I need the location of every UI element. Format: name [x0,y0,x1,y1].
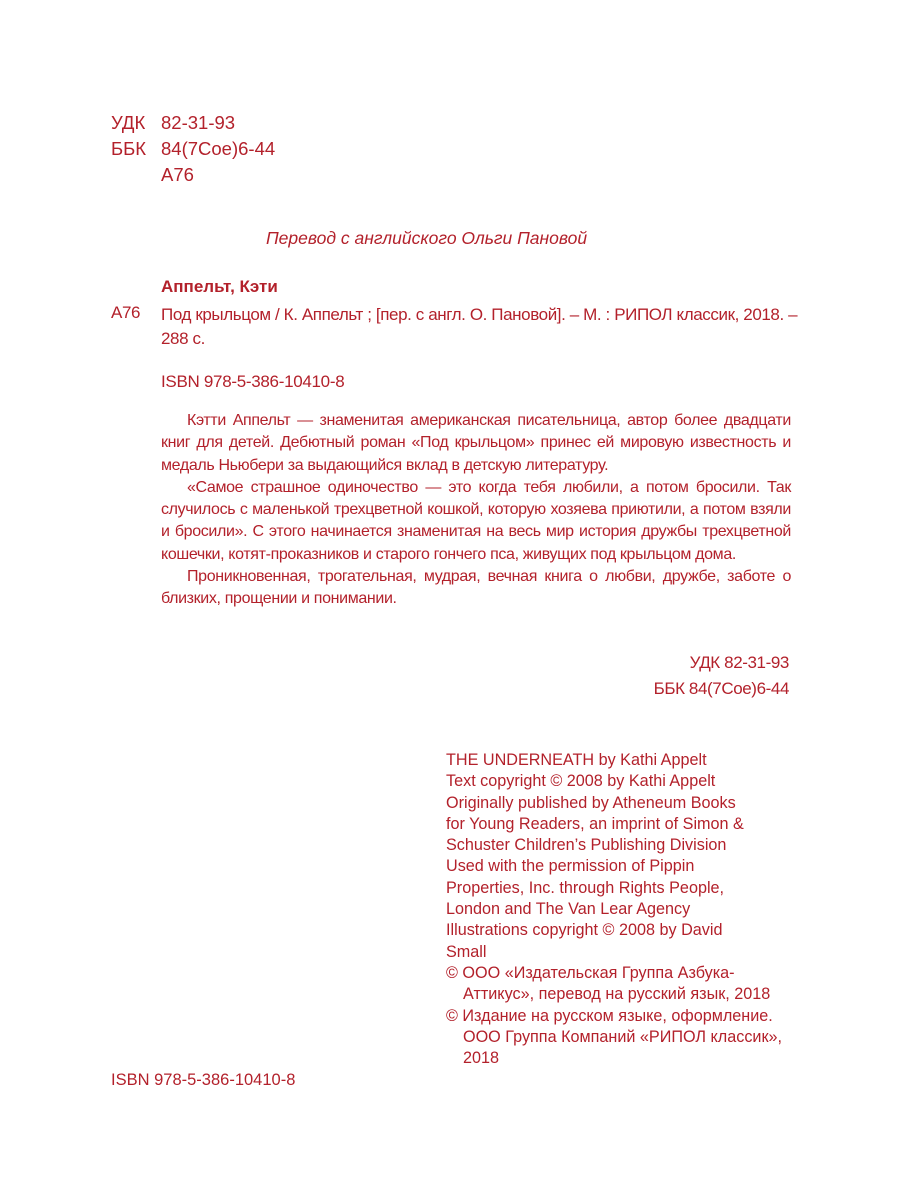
bbk-value: 84(7Сое)6-44 [161,138,276,159]
copyright-notice-edition: © Издание на русском языке, оформление. ООО Группа Компаний «РИПОЛ классик», 2018 [446,1006,783,1068]
copyright-line: Text copyright © 2008 by Kathi Appelt [446,772,716,791]
bbk-row [111,136,275,162]
copyright-line: Properties, Inc. through Rights People, [446,878,725,897]
footer-udk: УДК 82-31-93 [689,653,789,672]
copyright-notice-translation: © ООО «Издательская Группа Азбука-Аттикус», перевод на русский язык, 2018 [446,963,771,1004]
copyright-line: Originally published by Atheneum Books [446,793,736,812]
annotation-paragraph: Кэтти Аппельт — знаменитая американская писательница, автор более двадцати книг для детей. Дебютный роман «Под крыльцом» принес ей мировую известность и медаль Ньюбери за выдающийся вклад в детскую литературу. [161,412,791,474]
annotation [161,410,791,611]
annotation-paragraph: «Самое страшное одиночество — это когда тебя любили, а потом бросили. Так случилось с маленькой трехцветной кошкой, которую хозяева приютили, а потом взяли и бросили». С этого начинается знаменитая на весь мир история дружбы трехцветной кошечки, котят-проказников и старого гончего пса, живущих под крыльцом дома. [161,478,791,563]
catalog-isbn: ISBN 978-5-386-10410-8 [161,372,345,391]
footer-classification-codes [654,650,789,702]
isbn-bottom: ISBN 978-5-386-10410-8 [111,1071,296,1089]
copyright-line: for Young Readers, an imprint of Simon & [446,814,744,833]
copyright-line: THE UNDERNEATH by Kathi Appelt [446,751,707,769]
copyright-line: Schuster Children’s Publishing Division [446,836,727,855]
catalog-description: Под крыльцом / К. Аппельт ; [пер. с англ. О. Пановой]. – М. : РИПОЛ классик, 2018. – 288 с. [161,305,798,348]
author-mark-row [111,162,275,188]
udk-value: 82-31-93 [161,112,236,133]
udk-label: УДК [111,112,146,133]
copyright-line: Used with the permission of Pippin [446,857,695,876]
udk-row [111,110,275,136]
header-classification-codes [111,110,275,188]
footer-bbk: ББК 84(7Сое)6-44 [653,679,789,698]
translator-note: Перевод с английского Ольги Пановой [266,228,588,248]
catalog-author: Аппельт, Кэти [161,277,278,296]
bbk-label: ББК [111,138,147,159]
copyright-line: London and The Van Lear Agency [446,900,691,919]
copyright-line: Illustrations copyright © 2008 by David [446,921,723,940]
copyright-block [446,750,803,1069]
annotation-paragraph: Проникновенная, трогательная, мудрая, вечная книга о любви, дружбе, заботе о близких, прощении и понимании. [161,568,791,608]
catalog-code: А76 [111,303,141,322]
author-mark: А76 [161,164,194,185]
copyright-line: Small [446,942,487,961]
